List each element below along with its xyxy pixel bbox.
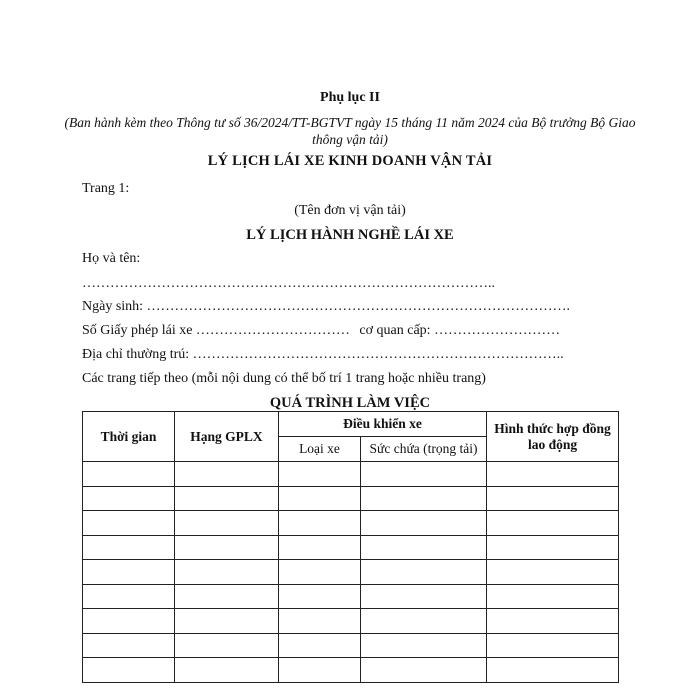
table-cell[interactable] [83,658,175,683]
table-cell[interactable] [83,633,175,658]
table-cell[interactable] [175,560,279,585]
table-cell[interactable] [279,535,361,560]
column-header-capacity: Sức chứa (trọng tải) [361,437,487,462]
table-row [83,609,619,634]
table-cell[interactable] [175,584,279,609]
table-cell[interactable] [279,511,361,536]
table-cell[interactable] [83,486,175,511]
table-cell[interactable] [361,633,487,658]
table-cell[interactable] [279,633,361,658]
table-cell[interactable] [487,486,619,511]
table-row [83,535,619,560]
table-cell[interactable] [279,486,361,511]
table-cell[interactable] [175,511,279,536]
table-cell[interactable] [361,486,487,511]
table-cell[interactable] [175,535,279,560]
career-title: LÝ LỊCH HÀNH NGHỀ LÁI XE [246,227,454,243]
table-cell[interactable] [361,462,487,487]
license-line[interactable] [82,323,560,339]
table-row [83,633,619,658]
table-cell[interactable] [487,633,619,658]
table-cell[interactable] [361,658,487,683]
table-row [83,560,619,585]
appendix-title: Phụ lục II [320,90,380,105]
form-title: LÝ LỊCH LÁI XE KINH DOANH VẬN TẢI [207,153,493,169]
table-cell[interactable] [83,535,175,560]
table-cell[interactable] [279,609,361,634]
table-cell[interactable] [279,560,361,585]
work-history-table [82,411,619,683]
table-cell[interactable] [83,462,175,487]
fullname-label: Họ và tên: [82,251,141,266]
table-cell[interactable] [175,609,279,634]
column-header-vehicle-type: Loại xe [279,437,361,462]
column-header-driving-group: Điều khiển xe [279,412,487,437]
fullname-fill-line[interactable]: …………………………………………………………………………….. [82,276,495,291]
table-cell[interactable] [487,584,619,609]
table-cell[interactable] [487,609,619,634]
column-header-contract-form: Hình thức hợp đồng lao động [487,412,619,462]
page-label: Trang 1: [82,181,130,196]
table-cell[interactable] [279,658,361,683]
table-row [83,462,619,487]
transport-unit-name: (Tên đơn vị vận tải) [294,203,406,218]
work-history-title: QUÁ TRÌNH LÀM VIỆC [269,395,431,411]
table-cell[interactable] [175,633,279,658]
table-cell[interactable] [487,560,619,585]
table-cell[interactable] [175,486,279,511]
permanent-address-line[interactable]: Địa chỉ thường trú: …………………………………………………………………….. [82,347,564,362]
table-cell[interactable] [487,462,619,487]
table-cell[interactable] [487,658,619,683]
table-cell[interactable] [83,560,175,585]
table-cell[interactable] [279,584,361,609]
table-cell[interactable] [487,535,619,560]
table-cell[interactable] [175,462,279,487]
date-of-birth-line[interactable]: Ngày sinh: ………………………………………………………………………………. [82,299,571,314]
table-cell[interactable] [487,511,619,536]
table-cell[interactable] [361,560,487,585]
table-cell[interactable] [361,535,487,560]
table-cell[interactable] [279,462,361,487]
license-number-label: Số Giấy phép lái xe …………………………… [82,323,350,338]
next-pages-note: Các trang tiếp theo (mỗi nội dung có thể bố trí 1 trang hoặc nhiều trang) [82,371,486,386]
table-cell[interactable] [361,609,487,634]
table-cell[interactable] [83,584,175,609]
table-cell[interactable] [175,658,279,683]
issuance-note: (Ban hành kèm theo Thông tư số 36/2024/TT-BGTVT ngày 15 tháng 11 năm 2024 của Bộ trưởng Bộ Giao thông vận tải) [64,115,636,147]
table-row [83,511,619,536]
table-row [83,486,619,511]
table-cell[interactable] [361,511,487,536]
table-cell[interactable] [361,584,487,609]
column-header-time: Thời gian [83,412,175,462]
table-row [83,584,619,609]
table-cell[interactable] [83,511,175,536]
table-cell[interactable] [83,609,175,634]
table-row [83,658,619,683]
work-history-body [83,462,619,683]
column-header-license-class: Hạng GPLX [175,412,279,462]
license-issuer-label: cơ quan cấp: ……………………… [359,323,561,338]
